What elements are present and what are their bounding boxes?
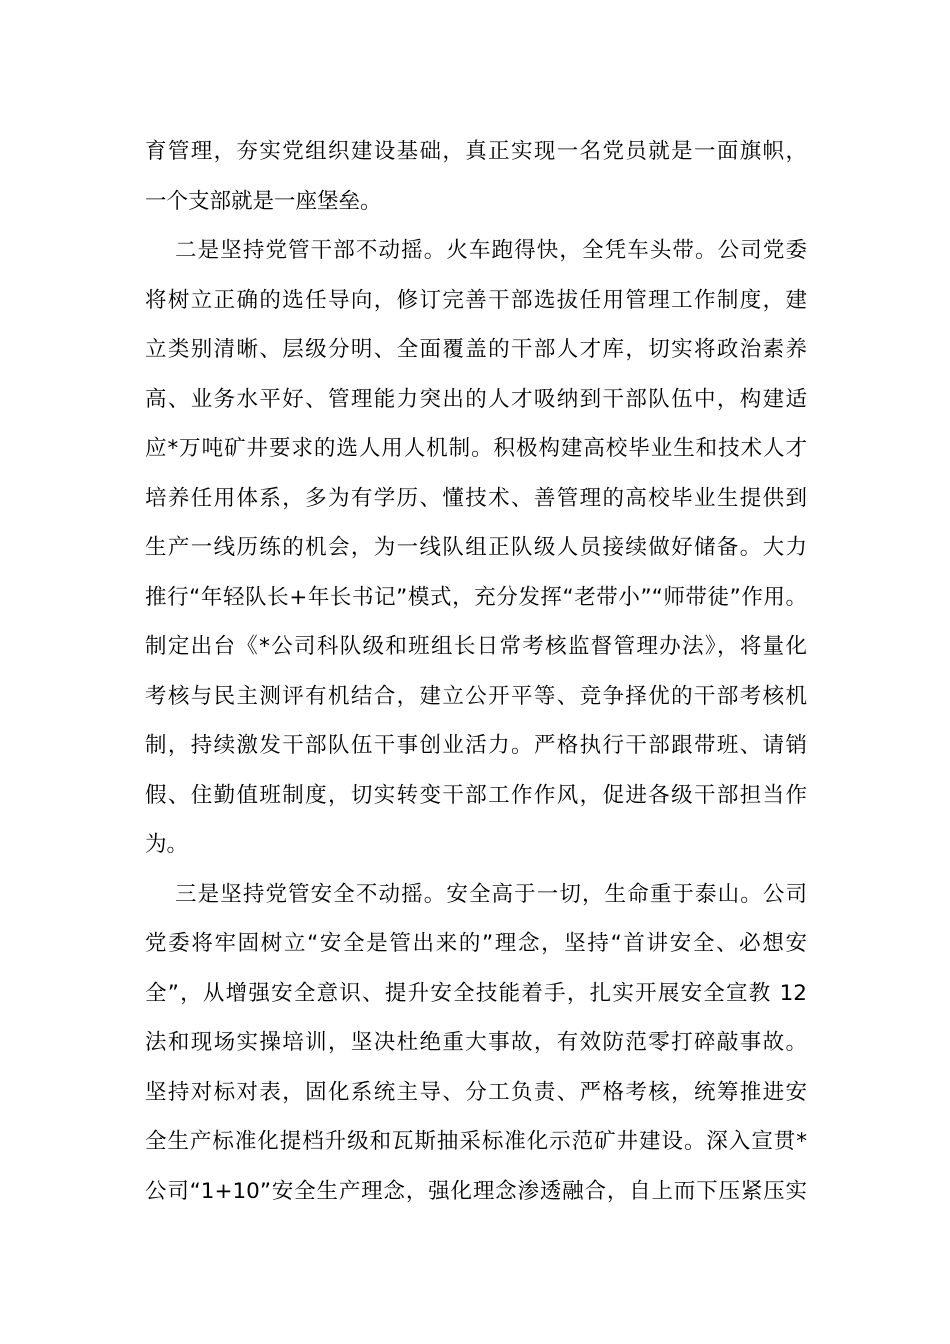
text-line: 假、住勤值班制度，切实转变干部工作作风，促进各级干部担当作 [145, 782, 807, 808]
text-line: 应*万吨矿井要求的选人用人机制。积极构建高校毕业生和技术人才 [145, 436, 807, 461]
text-line: 立类别清晰、层级分明、全面覆盖的干部人才库，切实将政治素养 [145, 337, 807, 362]
text-line: 法和现场实操培训，坚决杜绝重大事故，有效防范零打碎敲事故。 [145, 1030, 807, 1055]
text-line: 考核与民主测评有机结合，建立公开平等、竞争择优的干部考核机 [145, 683, 807, 709]
text-line: 生产一线历练的机会，为一线队组正队级人员接续做好储备。大力 [145, 535, 807, 560]
text-line: 全”，从增强安全意识、提升安全技能着手，扎实开展安全宣教 12 [145, 980, 807, 1006]
text-line: 高、业务水平好、管理能力突出的人才吸纳到干部队伍中，构建适 [145, 386, 807, 412]
text-line: 育管理，夯实党组织建设基础，真正实现一名党员就是一面旗帜， [145, 139, 807, 164]
text-line: 制定出台《*公司科队级和班组长日常考核监督管理办法》，将量化 [145, 634, 807, 659]
text-line: 制，持续激发干部队伍干事创业活力。严格执行干部跟带班、请销 [145, 733, 807, 758]
document-body [145, 127, 807, 1216]
text-line: 为。 [145, 832, 189, 857]
paragraph-start-line: 三是坚持党管安全不动摇。安全高于一切，生命重于泰山。公司 [175, 881, 807, 907]
text-line: 坚持对标对表，固化系统主导、分工负责、严格考核，统筹推进安 [145, 1079, 807, 1105]
text-line: 全生产标准化提档升级和瓦斯抽采标准化示范矿井建设。深入宣贯* [145, 1129, 807, 1154]
text-line: 推行“年轻队长+年长书记”模式，充分发挥“老带小”“师带徒”作用。 [145, 584, 807, 610]
paragraph-start-line: 二是坚持党管干部不动摇。火车跑得快，全凭车头带。公司党委 [175, 238, 807, 263]
text-line: 培养任用体系，多为有学历、懂技术、善管理的高校毕业生提供到 [145, 485, 807, 511]
text-line: 将树立正确的选任导向，修订完善干部选拔任用管理工作制度，建 [145, 287, 807, 313]
text-line: 一个支部就是一座堡垒。 [145, 188, 382, 214]
text-line: 公司“1+10”安全生产理念，强化理念渗透融合，自上而下压紧压实 [145, 1178, 807, 1204]
text-line: 党委将牢固树立“安全是管出来的”理念，坚持“首讲安全、必想安 [145, 931, 807, 956]
